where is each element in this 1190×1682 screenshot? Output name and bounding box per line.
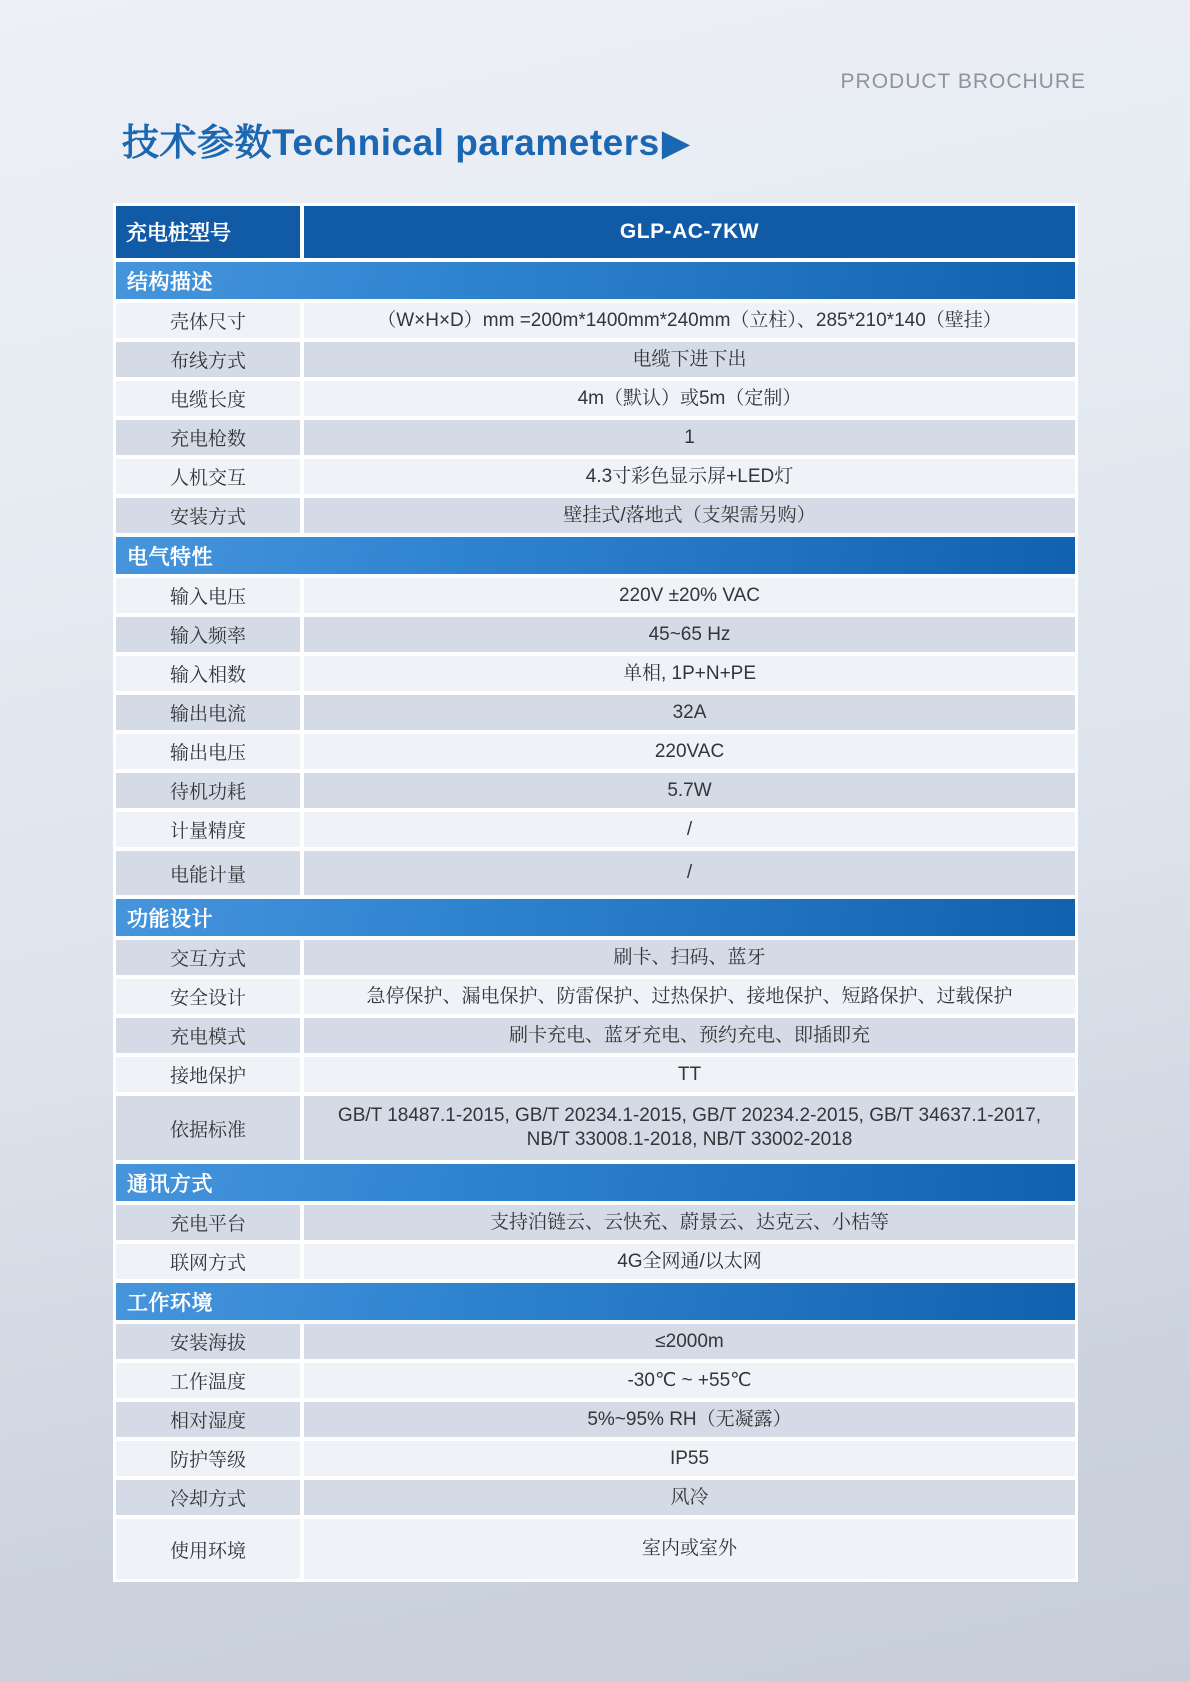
spec-row <box>116 1324 1075 1359</box>
spec-row <box>116 1519 1075 1579</box>
spec-section <box>116 537 1075 895</box>
spec-row <box>116 1018 1075 1053</box>
spec-label: 工作温度 <box>116 1363 300 1398</box>
spec-value: / <box>304 851 1075 895</box>
spec-label: 壳体尺寸 <box>116 303 300 338</box>
brochure-watermark: PRODUCT BROCHURE <box>840 70 1086 93</box>
spec-value: -30℃ ~ +55℃ <box>304 1363 1075 1398</box>
spec-table <box>113 203 1078 1582</box>
spec-label: 电缆长度 <box>116 381 300 416</box>
spec-row <box>116 1057 1075 1092</box>
section-header: 功能设计 <box>116 899 1075 936</box>
spec-row <box>116 734 1075 769</box>
spec-section <box>116 899 1075 1160</box>
spec-row <box>116 1244 1075 1279</box>
spec-row <box>116 1363 1075 1398</box>
spec-value: 壁挂式/落地式（支架需另购） <box>304 498 1075 533</box>
spec-label: 接地保护 <box>116 1057 300 1092</box>
spec-section <box>116 1283 1075 1579</box>
spec-row <box>116 1480 1075 1515</box>
spec-label: 输入相数 <box>116 656 300 691</box>
spec-row <box>116 381 1075 416</box>
spec-label: 相对湿度 <box>116 1402 300 1437</box>
spec-label: 交互方式 <box>116 940 300 975</box>
spec-row <box>116 1441 1075 1476</box>
spec-section <box>116 262 1075 533</box>
spec-row <box>116 578 1075 613</box>
spec-row <box>116 940 1075 975</box>
spec-label: 充电平台 <box>116 1205 300 1240</box>
title-arrow-icon: ▶ <box>661 122 691 163</box>
spec-value: 5%~95% RH（无凝露） <box>304 1402 1075 1437</box>
page-title-text: 技术参数Technical parameters <box>122 122 660 163</box>
spec-value: 4G全网通/以太网 <box>304 1244 1075 1279</box>
spec-value: 45~65 Hz <box>304 617 1075 652</box>
spec-value: TT <box>304 1057 1075 1092</box>
spec-value: 4.3寸彩色显示屏+LED灯 <box>304 459 1075 494</box>
spec-label: 充电枪数 <box>116 420 300 455</box>
spec-row <box>116 1402 1075 1437</box>
spec-label: 联网方式 <box>116 1244 300 1279</box>
spec-value: 刷卡、扫码、蓝牙 <box>304 940 1075 975</box>
spec-label: 待机功耗 <box>116 773 300 808</box>
spec-row <box>116 342 1075 377</box>
spec-value: IP55 <box>304 1441 1075 1476</box>
section-header: 结构描述 <box>116 262 1075 299</box>
spec-value: 风冷 <box>304 1480 1075 1515</box>
spec-row <box>116 695 1075 730</box>
section-header: 工作环境 <box>116 1283 1075 1320</box>
spec-row <box>116 656 1075 691</box>
spec-value: 4m（默认）或5m（定制） <box>304 381 1075 416</box>
spec-row <box>116 420 1075 455</box>
model-value: GLP-AC-7KW <box>304 206 1075 258</box>
spec-label: 输入频率 <box>116 617 300 652</box>
spec-label: 输出电压 <box>116 734 300 769</box>
spec-value: 刷卡充电、蓝牙充电、预约充电、即插即充 <box>304 1018 1075 1053</box>
spec-label: 安装海拔 <box>116 1324 300 1359</box>
spec-label: 安全设计 <box>116 979 300 1014</box>
spec-label: 人机交互 <box>116 459 300 494</box>
model-label: 充电桩型号 <box>116 206 300 258</box>
spec-row <box>116 1096 1075 1160</box>
spec-label: 防护等级 <box>116 1441 300 1476</box>
spec-label: 计量精度 <box>116 812 300 847</box>
spec-row <box>116 459 1075 494</box>
sections-container <box>116 262 1075 1579</box>
spec-value: 支持泊链云、云快充、蔚景云、达克云、小桔等 <box>304 1205 1075 1240</box>
spec-value: 32A <box>304 695 1075 730</box>
spec-value: 220VAC <box>304 734 1075 769</box>
spec-row <box>116 303 1075 338</box>
page-title <box>122 112 690 166</box>
spec-label: 安装方式 <box>116 498 300 533</box>
spec-label: 输出电流 <box>116 695 300 730</box>
spec-row <box>116 851 1075 895</box>
spec-label: 布线方式 <box>116 342 300 377</box>
spec-value: ≤2000m <box>304 1324 1075 1359</box>
spec-label: 电能计量 <box>116 851 300 895</box>
spec-value: 电缆下进下出 <box>304 342 1075 377</box>
spec-row <box>116 773 1075 808</box>
spec-label: 输入电压 <box>116 578 300 613</box>
spec-row <box>116 1205 1075 1240</box>
section-header: 通讯方式 <box>116 1164 1075 1201</box>
spec-label: 冷却方式 <box>116 1480 300 1515</box>
spec-label: 充电模式 <box>116 1018 300 1053</box>
section-header: 电气特性 <box>116 537 1075 574</box>
spec-row <box>116 979 1075 1014</box>
spec-label: 依据标准 <box>116 1096 300 1160</box>
spec-value: 室内或室外 <box>304 1519 1075 1579</box>
spec-row <box>116 617 1075 652</box>
spec-row <box>116 812 1075 847</box>
spec-value: GB/T 18487.1-2015, GB/T 20234.1-2015, GB/T 20234.2-2015, GB/T 34637.1-2017, NB/T 33008.1-2018, NB/T 33002-2018 <box>304 1096 1075 1160</box>
spec-value: 5.7W <box>304 773 1075 808</box>
spec-value: （W×H×D）mm =200m*1400mm*240mm（立柱）、285*210*140（壁挂） <box>304 303 1075 338</box>
spec-value: 1 <box>304 420 1075 455</box>
spec-value: 单相, 1P+N+PE <box>304 656 1075 691</box>
spec-label: 使用环境 <box>116 1519 300 1579</box>
spec-section <box>116 1164 1075 1279</box>
spec-value: 急停保护、漏电保护、防雷保护、过热保护、接地保护、短路保护、过载保护 <box>304 979 1075 1014</box>
spec-row <box>116 498 1075 533</box>
spec-value: 220V ±20% VAC <box>304 578 1075 613</box>
model-row <box>116 206 1075 258</box>
spec-value: / <box>304 812 1075 847</box>
